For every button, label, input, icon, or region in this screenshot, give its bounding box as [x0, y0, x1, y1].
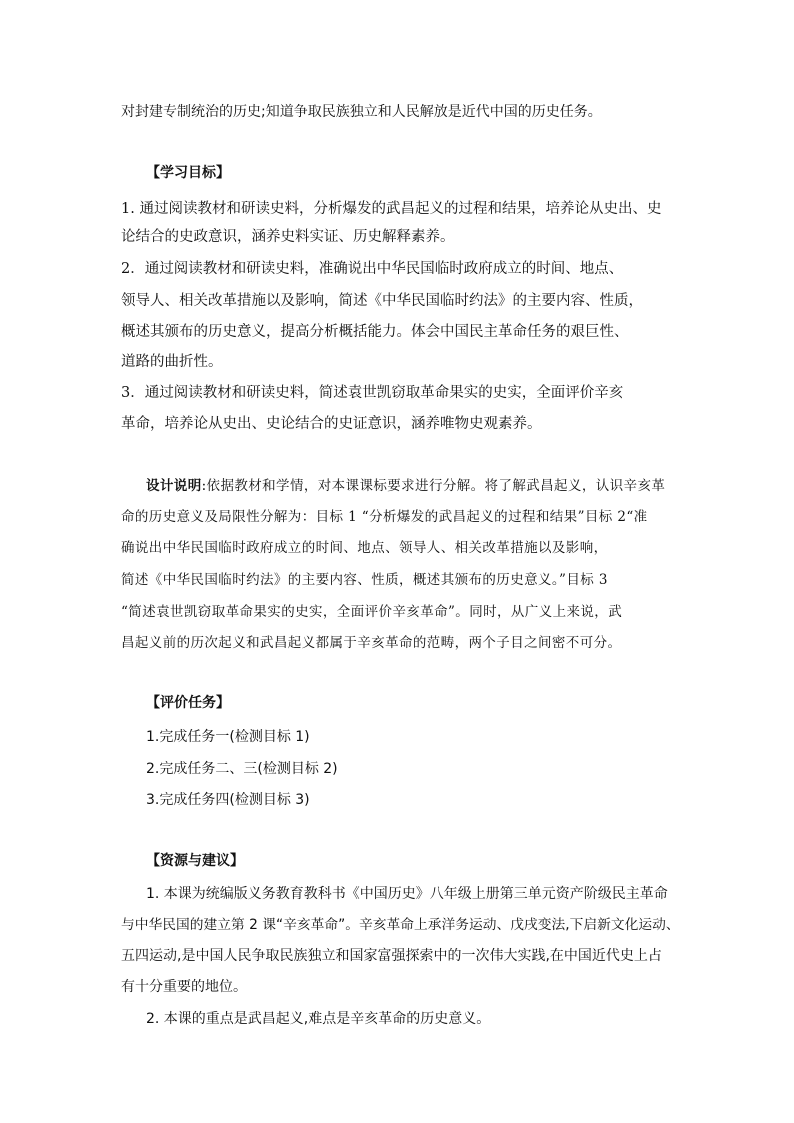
- objective-line: 1. 通过阅读教材和研读史料，分析爆发的武昌起义的过程和结果，培养论从史出、史: [121, 201, 662, 217]
- evaluation-item: 2.完成任务二、三(检测目标 2): [146, 761, 338, 777]
- design-note-first-line: [146, 476, 665, 496]
- design-note-line: 昌起义前的历次起义和武昌起义都属于辛亥革命的范畴，两个子目之间密不可分。: [121, 635, 622, 651]
- objectives-heading: 【学习目标】: [146, 165, 230, 181]
- resources-line: 有十分重要的地位。: [121, 979, 247, 995]
- intro-tail-text: 对封建专制统治的历史;知道争取民族独立和人民解放是近代中国的历史任务。: [121, 104, 602, 120]
- design-note-label: 设计说明: [146, 478, 202, 494]
- resources-heading: 【资源与建议】: [146, 853, 244, 869]
- design-note-first-line-text: :依据教材和学情，对本课课标要求进行分解。将了解武昌起义，认识辛亥革: [201, 478, 666, 494]
- design-note-line: 命的历史意义及局限性分解为：目标 1 “分析爆发的武昌起义的过程和结果”目标 2“准: [121, 509, 648, 525]
- resources-line: 2. 本课的重点是武昌起义,难点是辛亥革命的历史意义。: [146, 1011, 491, 1027]
- design-note-line: “简述袁世凯窃取革命果实的史实，全面评价辛亥革命”。同时，从广义上来说，武: [121, 604, 623, 620]
- objective-line: 道路的曲折性。: [121, 354, 223, 370]
- objective-line: 概述其颁布的历史意义，提高分析概括能力。体会中国民主革命任务的艰巨性、: [121, 324, 629, 340]
- resources-line: 与中华民国的建立第 2 课“辛亥革命”。辛亥革命上承洋务运动、戊戌变法,下启新文化运动、: [121, 917, 680, 933]
- design-note-line: 确说出中华民国临时政府成立的时间、地点、领导人、相关改革措施以及影响，: [121, 540, 608, 556]
- objective-line: 论结合的史政意识，涵养史料实证、历史解释素养。: [121, 229, 455, 245]
- objective-line: 领导人、相关改革措施以及影响，简述《中华民国临时约法》的主要内容、性质，: [121, 293, 643, 309]
- objective-line: 3．通过阅读教材和研读史料，简述袁世凯窃取革命果实的史实，全面评价辛亥: [121, 385, 624, 401]
- evaluation-item: 3.完成任务四(检测目标 3): [146, 792, 310, 808]
- resources-line: 1. 本课为统编版义务教育教科书《中国历史》八年级上册第三单元资产阶级民主革命: [146, 886, 668, 902]
- objective-line: 2．通过阅读教材和研读史料，准确说出中华民国临时政府成立的时间、地点、: [121, 261, 624, 277]
- evaluation-heading: 【评价任务】: [146, 695, 230, 711]
- evaluation-item: 1.完成任务一(检测目标 1): [146, 729, 310, 745]
- resources-line: 五四运动,是中国人民争取民族独立和国家富强探索中的一次伟大实践,在中国近代史上占: [121, 948, 662, 964]
- objective-line: 革命，培养论从史出、史论结合的史证意识，涵养唯物史观素养。: [121, 416, 542, 432]
- design-note-line: 简述《中华民国临时约法》的主要内容、性质，概述其颁布的历史意义。”目标 3: [121, 572, 608, 588]
